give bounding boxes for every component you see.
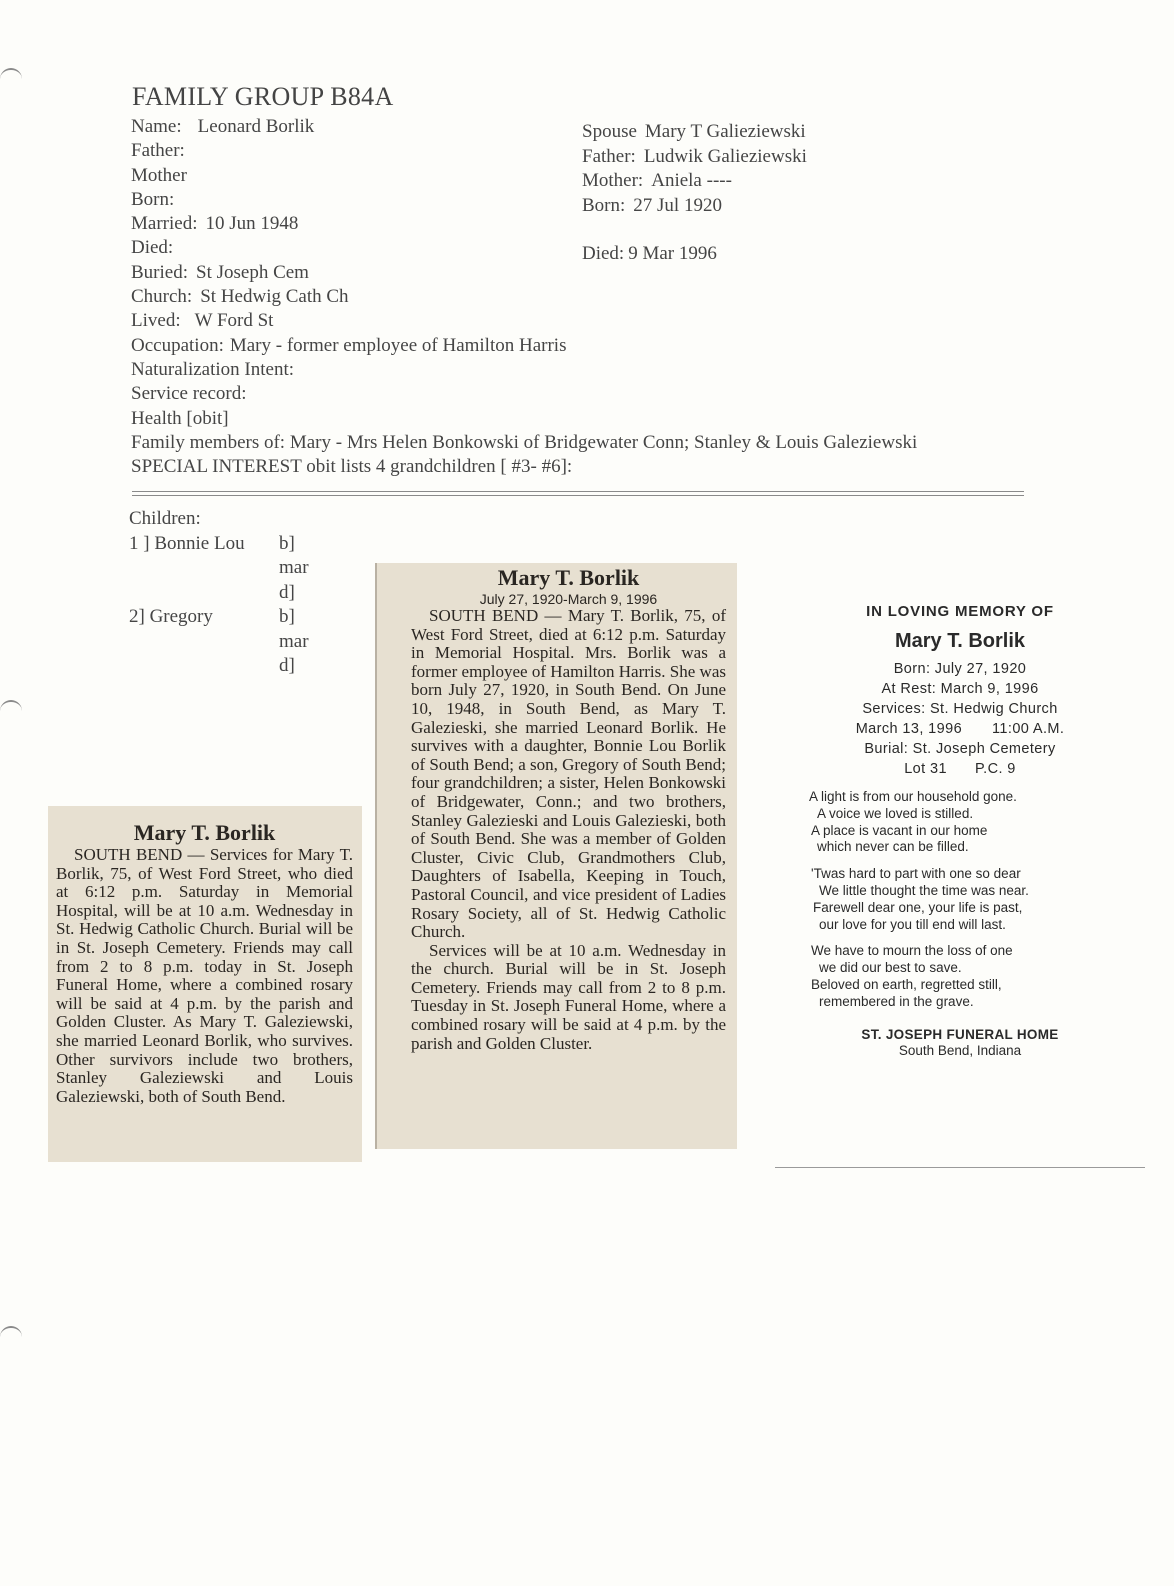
field-married: Married: 10 Jun 1948	[131, 213, 299, 235]
clipping-body: SOUTH BEND — Services for Mary T. Borlik, 75, of West Ford Street, who died at 6:12 p.m. Saturday in Memorial Hospital, will be at 10 a.m. Wednesday in St. Hedwig Catholic Church. Burial will be in St. Joseph Cemetery. Friends may call from 2 to 8 p.m. today in St. Joseph Funeral Home, where a combined rosary will be said at 4 p.m. by the parish and Golden Cluster. As Mary T. Galeziewski, she married Leonard Borlik, who survives. Other survivors include two brothers, Stanley Galeziewski and Louis Galeziewski, both of South Bend.	[56, 845, 353, 1106]
clipping-paragraph: SOUTH BEND — Mary T. Borlik, 75, of West Ford Street, died at 6:12 p.m. Saturday in Memorial Hospital. Mrs. Borlik was a former employee of Hamilton Harris. She was born July 27, 1920, in South Bend. On June 10, 1948, in South Bend, as Mary T. Galezieski, she married Leonard Borlik. He survives with a daughter, Bonnie Lou Borlik of South Bend; a son, Gregory of South Bend; four grandchildren; a sister, Helen Bonkowski of Bridgewater, Conn.; and two brothers, Stanley Galezieski and Louis Galezieski, both of South Bend. She was a member of Golden Cluster, Civic Club, Grandmothers Club, Daughters of Isabella, Keeping in Touch, Pastoral Council, and vice president of Ladies Rosary Society, all of St. Hedwig Catholic Church.	[411, 606, 726, 942]
double-rule-divider	[132, 491, 1024, 496]
poem-line: We have to mourn the loss of one	[811, 943, 1013, 959]
children-label: Children:	[129, 508, 201, 529]
card-lot: Lot 31 P.C. 9	[904, 761, 1016, 777]
child-row-married	[129, 630, 309, 655]
child-name: 1 ] Bonnie Lou	[129, 532, 245, 554]
child-died: d]	[279, 581, 295, 603]
card-poem-stanza	[809, 789, 1145, 856]
field-naturalization: Naturalization Intent:	[131, 358, 295, 380]
binder-hole-mark	[0, 1326, 22, 1342]
poem-line: we did our best to save.	[819, 960, 962, 976]
poem-line: Farewell dear one, your life is past,	[813, 899, 1023, 915]
card-born: Born: July 27, 1920	[893, 661, 1027, 677]
field-health: Health [obit]	[131, 407, 229, 429]
obituary-clipping-short	[48, 806, 362, 1162]
clipping-dates: July 27, 1920-March 9, 1996	[479, 591, 658, 607]
field-buried: Buried: St Joseph Cem	[131, 261, 309, 283]
child-row-married	[129, 556, 309, 581]
clipping-edge	[375, 563, 377, 1149]
clipping-paragraph: Services will be at 10 a.m. Wednesday in the church. Burial will be in St. Joseph Cemetery. Friends may call from 2 to 8 p.m. Tuesday in St. Joseph Funeral Home, where a combined rosary will be said at 4 p.m. by the parish and Golden Cluster.	[411, 940, 726, 1053]
poem-line: A place is vacant in our home	[811, 822, 988, 838]
poem-line: 'Twas hard to part with one so dear	[811, 866, 1021, 882]
spouse-fields	[582, 120, 807, 267]
field-family-members: Family members of: Mary - Mrs Helen Bonkowski of Bridgewater Conn; Stanley & Louis Galeziewski	[131, 431, 918, 453]
card-poem-stanza	[811, 943, 1145, 1010]
card-name: Mary T. Borlik	[894, 630, 1026, 652]
child-name: 2] Gregory	[129, 606, 213, 627]
memorial-card	[775, 563, 1145, 1168]
poem-line: remembered in the grave.	[819, 993, 974, 1009]
field-mother: Mother	[131, 164, 187, 186]
poem-line: A light is from our household gone.	[809, 789, 1017, 804]
page-title: FAMILY GROUP B84A	[132, 82, 394, 111]
field-service-record: Service record:	[131, 383, 247, 405]
child-row	[129, 605, 295, 630]
child-died: d]	[279, 655, 295, 676]
field-spouse: Spouse Mary T Galieziewski	[582, 121, 806, 142]
poem-line: We little thought the time was near.	[819, 882, 1029, 898]
field-special-interest: SPECIAL INTEREST obit lists 4 grandchildren [ #3- #6]:	[131, 456, 573, 478]
card-poem-stanza	[811, 866, 1145, 933]
card-heading: IN LOVING MEMORY OF	[866, 603, 1054, 620]
card-burial: Burial: St. Joseph Cemetery	[864, 741, 1056, 757]
child-born: b]	[279, 606, 295, 627]
card-services-time: March 13, 1996 11:00 A.M.	[855, 721, 1065, 737]
field-lived: Lived: W Ford St	[131, 310, 274, 332]
card-services: Services: St. Hedwig Church	[862, 701, 1058, 717]
field-name: Name: Leonard Borlik	[131, 116, 315, 137]
field-spouse-father: Father: Ludwik Galieziewski	[582, 145, 807, 167]
field-occupation: Occupation: Mary - former employee of Hamilton Harris	[131, 334, 567, 356]
poem-line: which never can be filled.	[817, 839, 969, 855]
poem-line: Beloved on earth, regretted still,	[811, 976, 1002, 992]
binder-hole-mark	[0, 700, 22, 716]
card-location: South Bend, Indiana	[898, 1042, 1022, 1058]
field-church: Church: St Hedwig Cath Ch	[131, 286, 349, 308]
children-section	[129, 507, 309, 679]
child-married: mar	[279, 630, 309, 652]
field-spouse-born: Born: 27 Jul 1920	[582, 194, 722, 216]
field-spouse-mother: Mother: Aniela ----	[582, 170, 732, 191]
child-row	[129, 532, 295, 557]
child-row-died	[129, 654, 295, 679]
child-born: b]	[279, 532, 295, 554]
field-born: Born:	[131, 188, 175, 210]
card-funeral-home: ST. JOSEPH FUNERAL HOME	[861, 1026, 1059, 1042]
poem-line: our love for you till end will last.	[819, 916, 1006, 932]
field-father: Father:	[131, 140, 185, 162]
binder-hole-mark	[0, 68, 22, 84]
field-died: Died:	[131, 237, 174, 259]
child-row-died	[129, 581, 295, 606]
field-spouse-died: Died: 9 Mar 1996	[582, 243, 717, 264]
clipping-title: Mary T. Borlik	[497, 565, 640, 590]
clipping-title: Mary T. Borlik	[133, 820, 276, 845]
card-bottom-edge	[775, 1167, 1145, 1168]
poem-line: A voice we loved is stilled.	[817, 805, 974, 821]
child-married: mar	[279, 557, 309, 578]
card-rest: At Rest: March 9, 1996	[881, 681, 1039, 697]
obituary-clipping-long	[375, 563, 737, 1149]
